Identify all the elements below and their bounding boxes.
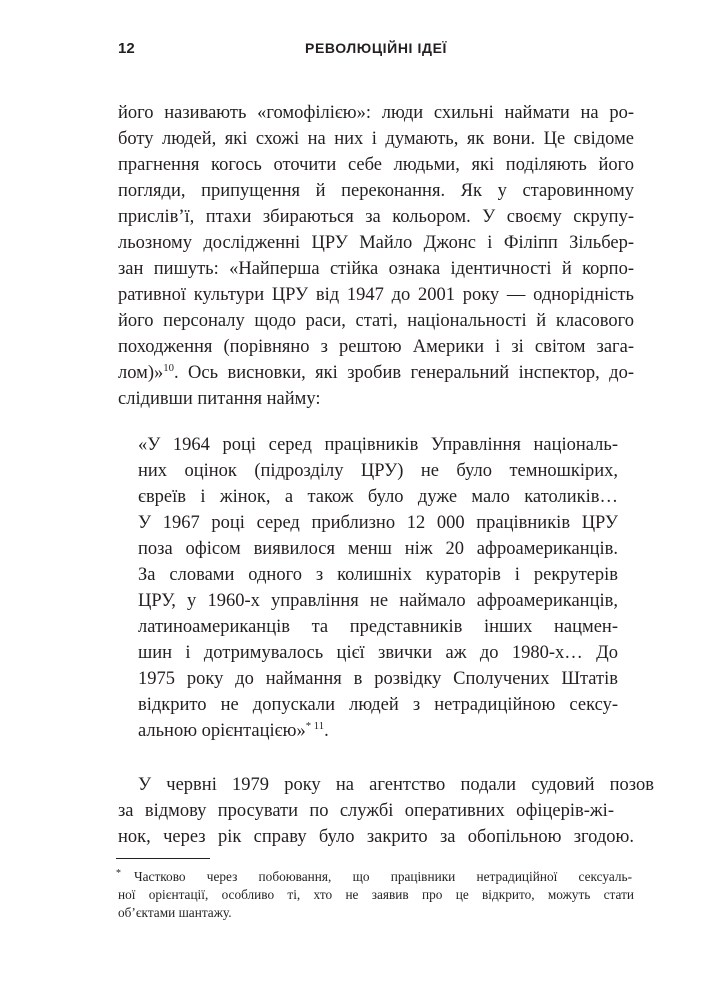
text-line: його персоналу щодо раси, статі, національності й класового bbox=[118, 311, 634, 331]
quote-line: шин і дотримувалось цієї звички аж до 1980-х… До bbox=[138, 643, 618, 663]
text-line: ративної культури ЦРУ від 1947 до 2001 року — однорідність bbox=[118, 285, 634, 305]
footnote-line: ної орієнтації, особливо ті, хто не заявив про це відкрито, можуть стати bbox=[118, 887, 634, 902]
text-line: за відмову просувати по службі оперативних офіцерів-жі- bbox=[118, 801, 614, 821]
text-line: слідивши питання найму: bbox=[118, 389, 321, 409]
text-segment: . Ось висновки, які зробив генеральний інспектор, до- bbox=[173, 363, 634, 383]
quote-line: латиноамериканців та представників інших нацмен- bbox=[138, 617, 618, 637]
text-line: погляди, припущення й переконання. Як у старовинному bbox=[118, 181, 634, 201]
text-segment: лом)» bbox=[118, 363, 164, 383]
quote-line: «У 1964 році серед працівників Управління національ- bbox=[138, 435, 618, 455]
text-segment: . bbox=[324, 721, 329, 741]
text-line: зан пишуть: «Найперша стійка ознака ідентичності й корпо- bbox=[118, 259, 634, 279]
text-line: походження (порівняно з рештою Америки і зі світом зага- bbox=[118, 337, 634, 357]
text-segment: альною орієнтацією» bbox=[138, 721, 306, 741]
quote-line: 1975 року до наймання в розвідку Сполучених Штатів bbox=[138, 669, 618, 689]
footnote-marker: * bbox=[116, 868, 121, 879]
endnote-ref[interactable]: * 11 bbox=[305, 719, 325, 732]
quote-line bbox=[138, 718, 329, 744]
text-line: боту людей, які схожі на них і думають, як вони. Це свідоме bbox=[118, 129, 634, 149]
text-line: прагнення когось оточити себе людьми, які поділяють його bbox=[118, 155, 634, 175]
quote-line: поза офісом виявилося менш ніж 20 афроамериканців. bbox=[138, 539, 618, 559]
endnote-ref[interactable]: 10 bbox=[163, 361, 174, 374]
quote-line: ЦРУ, у 1960-х управління не наймало афроамериканців, bbox=[138, 591, 618, 611]
quote-line: відкрито не допускали людей з нетрадиційною сексу- bbox=[138, 695, 618, 715]
quote-line: них оцінок (підрозділу ЦРУ) не було темношкірих, bbox=[138, 461, 618, 481]
page-header bbox=[118, 40, 634, 60]
text-line: льозному дослідженні ЦРУ Майло Джонс і Філіпп Зільбер- bbox=[118, 233, 634, 253]
running-head: РЕВОЛЮЦІЙНІ ІДЕЇ bbox=[305, 40, 447, 56]
text-line: нок, через рік справу було закрито за обопільною згодою. bbox=[118, 827, 634, 847]
text-line: прислів’ї, птахи збираються за кольором. У своєму скрупу- bbox=[118, 207, 634, 227]
footnote-rule bbox=[116, 858, 210, 859]
quote-line: євреїв і жінок, а також було дуже мало католиків… bbox=[138, 487, 618, 507]
text-line: його називають «гомофілією»: люди схильні наймати на ро- bbox=[118, 103, 634, 123]
quote-line: У 1967 році серед приблизно 12 000 працівників ЦРУ bbox=[138, 513, 618, 533]
footnote-line: Частково через побоювання, що працівники нетрадиційної сексуаль- bbox=[134, 869, 632, 884]
text-line bbox=[118, 360, 634, 386]
quote-line: За словами одного з колишніх кураторів і рекрутерів bbox=[138, 565, 618, 585]
text-line: У червні 1979 року на агентство подали судовий позов bbox=[138, 775, 654, 795]
page-number: 12 bbox=[118, 40, 135, 57]
footnote-line: об’єктами шантажу. bbox=[118, 905, 232, 920]
